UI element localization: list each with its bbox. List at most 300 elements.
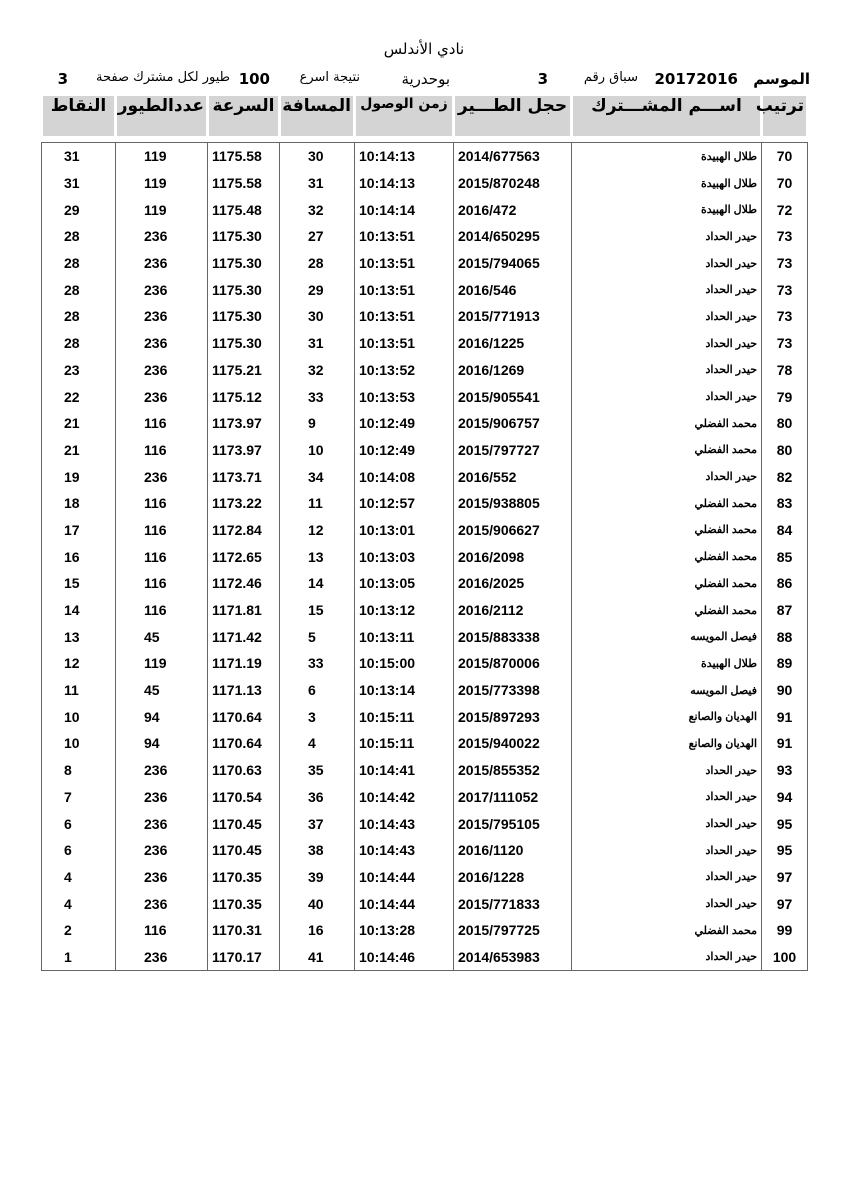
cell-speed: 1171.81 xyxy=(208,597,280,624)
cell-rank: 99 xyxy=(762,917,808,944)
cell-rank: 73 xyxy=(762,330,808,357)
cell-speed: 1170.35 xyxy=(208,890,280,917)
cell-ring-number: 2014/653983 xyxy=(454,944,572,971)
fastest-label: نتيجة اسرع xyxy=(299,70,360,85)
table-row xyxy=(42,597,808,624)
table-row xyxy=(42,303,808,330)
cell-bird-count: 45 xyxy=(116,677,208,704)
cell-ring-number: 2015/855352 xyxy=(454,757,572,784)
cell-speed: 1171.13 xyxy=(208,677,280,704)
cell-arrival-time: 10:13:11 xyxy=(355,623,454,650)
cell-points: 2 xyxy=(42,917,116,944)
cell-distance: 6 xyxy=(280,677,355,704)
cell-arrival-time: 10:12:49 xyxy=(355,437,454,464)
table-row xyxy=(42,703,808,730)
cell-arrival-time: 10:13:01 xyxy=(355,517,454,544)
cell-distance: 13 xyxy=(280,543,355,570)
cell-ring-number: 2016/1269 xyxy=(454,357,572,384)
cell-points: 17 xyxy=(42,517,116,544)
cell-ring-number: 2015/870248 xyxy=(454,170,572,197)
cell-participant-name: حيدر الحداد xyxy=(572,330,762,357)
cell-arrival-time: 10:13:14 xyxy=(355,677,454,704)
cell-bird-count: 236 xyxy=(116,383,208,410)
cell-speed: 1170.45 xyxy=(208,810,280,837)
table-row xyxy=(42,570,808,597)
cell-speed: 1175.30 xyxy=(208,276,280,303)
race-location: بوحدرية xyxy=(401,70,450,88)
cell-participant-name: فيصل المويسه xyxy=(572,677,762,704)
cell-bird-count: 116 xyxy=(116,917,208,944)
cell-bird-count: 236 xyxy=(116,784,208,811)
cell-distance: 33 xyxy=(280,650,355,677)
cell-bird-count: 119 xyxy=(116,650,208,677)
cell-participant-name: حيدر الحداد xyxy=(572,757,762,784)
cell-bird-count: 119 xyxy=(116,143,208,170)
cell-ring-number: 2016/2098 xyxy=(454,543,572,570)
cell-points: 31 xyxy=(42,170,116,197)
cell-ring-number: 2016/1228 xyxy=(454,864,572,891)
fastest-value: 100 xyxy=(238,70,270,88)
cell-rank: 80 xyxy=(762,410,808,437)
cell-participant-name: حيدر الحداد xyxy=(572,250,762,277)
cell-ring-number: 2015/906757 xyxy=(454,410,572,437)
cell-participant-name: حيدر الحداد xyxy=(572,890,762,917)
cell-speed: 1175.21 xyxy=(208,357,280,384)
cell-distance: 39 xyxy=(280,864,355,891)
cell-distance: 31 xyxy=(280,330,355,357)
cell-rank: 90 xyxy=(762,677,808,704)
cell-rank: 83 xyxy=(762,490,808,517)
cell-arrival-time: 10:13:51 xyxy=(355,276,454,303)
cell-distance: 16 xyxy=(280,917,355,944)
cell-bird-count: 116 xyxy=(116,410,208,437)
cell-arrival-time: 10:14:44 xyxy=(355,890,454,917)
cell-bird-count: 236 xyxy=(116,303,208,330)
cell-points: 28 xyxy=(42,330,116,357)
season-label: الموسم xyxy=(753,70,810,88)
cell-speed: 1171.42 xyxy=(208,623,280,650)
table-row xyxy=(42,944,808,971)
cell-points: 12 xyxy=(42,650,116,677)
cell-participant-name: محمد الفضلي xyxy=(572,437,762,464)
cell-bird-count: 116 xyxy=(116,490,208,517)
cell-arrival-time: 10:12:49 xyxy=(355,410,454,437)
per-participant-page-label: طيور لكل مشترك صفحة xyxy=(96,70,230,85)
cell-arrival-time: 10:14:44 xyxy=(355,864,454,891)
cell-distance: 38 xyxy=(280,837,355,864)
cell-ring-number: 2015/797727 xyxy=(454,437,572,464)
cell-distance: 12 xyxy=(280,517,355,544)
cell-points: 28 xyxy=(42,250,116,277)
cell-ring-number: 2017/111052 xyxy=(454,784,572,811)
race-label: سباق رقم xyxy=(583,70,638,85)
cell-speed: 1172.65 xyxy=(208,543,280,570)
cell-distance: 32 xyxy=(280,357,355,384)
cell-points: 16 xyxy=(42,543,116,570)
cell-arrival-time: 10:13:12 xyxy=(355,597,454,624)
table-row xyxy=(42,437,808,464)
cell-ring-number: 2016/552 xyxy=(454,463,572,490)
cell-distance: 36 xyxy=(280,784,355,811)
cell-bird-count: 236 xyxy=(116,810,208,837)
cell-speed: 1175.30 xyxy=(208,303,280,330)
col-header-distance: المسافة xyxy=(280,96,355,136)
col-header-points: النقاط xyxy=(42,96,116,136)
cell-speed: 1175.58 xyxy=(208,170,280,197)
cell-participant-name: الهديان والصانع xyxy=(572,703,762,730)
cell-participant-name: محمد الفضلي xyxy=(572,517,762,544)
cell-speed: 1175.48 xyxy=(208,196,280,223)
cell-points: 6 xyxy=(42,837,116,864)
cell-distance: 15 xyxy=(280,597,355,624)
cell-arrival-time: 10:14:42 xyxy=(355,784,454,811)
cell-speed: 1173.71 xyxy=(208,463,280,490)
table-row xyxy=(42,250,808,277)
cell-rank: 70 xyxy=(762,170,808,197)
cell-rank: 94 xyxy=(762,784,808,811)
cell-points: 8 xyxy=(42,757,116,784)
cell-speed: 1175.58 xyxy=(208,143,280,170)
cell-rank: 80 xyxy=(762,437,808,464)
cell-arrival-time: 10:15:11 xyxy=(355,703,454,730)
cell-bird-count: 236 xyxy=(116,757,208,784)
cell-participant-name: محمد الفضلي xyxy=(572,597,762,624)
table-row xyxy=(42,623,808,650)
cell-speed: 1173.97 xyxy=(208,410,280,437)
table-row xyxy=(42,810,808,837)
cell-speed: 1170.63 xyxy=(208,757,280,784)
cell-distance: 27 xyxy=(280,223,355,250)
cell-distance: 31 xyxy=(280,170,355,197)
cell-participant-name: فيصل المويسه xyxy=(572,623,762,650)
cell-ring-number: 2014/650295 xyxy=(454,223,572,250)
cell-ring-number: 2015/794065 xyxy=(454,250,572,277)
cell-speed: 1175.30 xyxy=(208,330,280,357)
cell-distance: 40 xyxy=(280,890,355,917)
cell-participant-name: حيدر الحداد xyxy=(572,784,762,811)
cell-distance: 30 xyxy=(280,303,355,330)
cell-bird-count: 116 xyxy=(116,570,208,597)
cell-bird-count: 236 xyxy=(116,463,208,490)
cell-participant-name: حيدر الحداد xyxy=(572,944,762,971)
cell-bird-count: 45 xyxy=(116,623,208,650)
cell-rank: 79 xyxy=(762,383,808,410)
cell-speed: 1172.46 xyxy=(208,570,280,597)
cell-arrival-time: 10:14:43 xyxy=(355,837,454,864)
cell-rank: 97 xyxy=(762,864,808,891)
table-row xyxy=(42,784,808,811)
col-header-bird-count: عددالطيور xyxy=(116,96,208,136)
cell-participant-name: حيدر الحداد xyxy=(572,810,762,837)
cell-rank: 89 xyxy=(762,650,808,677)
table-row xyxy=(42,223,808,250)
cell-ring-number: 2016/1225 xyxy=(454,330,572,357)
cell-arrival-time: 10:14:43 xyxy=(355,810,454,837)
table-row xyxy=(42,757,808,784)
cell-participant-name: محمد الفضلي xyxy=(572,410,762,437)
cell-bird-count: 236 xyxy=(116,357,208,384)
cell-distance: 33 xyxy=(280,383,355,410)
cell-speed: 1170.31 xyxy=(208,917,280,944)
cell-participant-name: طلال الهبيدة xyxy=(572,143,762,170)
results-table xyxy=(40,96,809,971)
table-row xyxy=(42,383,808,410)
cell-distance: 3 xyxy=(280,703,355,730)
cell-arrival-time: 10:14:13 xyxy=(355,143,454,170)
cell-participant-name: حيدر الحداد xyxy=(572,383,762,410)
cell-points: 21 xyxy=(42,437,116,464)
cell-rank: 95 xyxy=(762,837,808,864)
cell-participant-name: طلال الهبيدة xyxy=(572,650,762,677)
club-name: نادي الأندلس xyxy=(383,40,465,58)
cell-ring-number: 2015/897293 xyxy=(454,703,572,730)
cell-distance: 14 xyxy=(280,570,355,597)
cell-distance: 35 xyxy=(280,757,355,784)
cell-points: 4 xyxy=(42,864,116,891)
cell-bird-count: 236 xyxy=(116,837,208,864)
cell-ring-number: 2016/546 xyxy=(454,276,572,303)
cell-rank: 70 xyxy=(762,143,808,170)
cell-bird-count: 236 xyxy=(116,250,208,277)
cell-distance: 34 xyxy=(280,463,355,490)
cell-points: 11 xyxy=(42,677,116,704)
cell-participant-name: طلال الهبيدة xyxy=(572,170,762,197)
cell-points: 28 xyxy=(42,223,116,250)
cell-participant-name: حيدر الحداد xyxy=(572,276,762,303)
cell-ring-number: 2015/771913 xyxy=(454,303,572,330)
cell-bird-count: 116 xyxy=(116,597,208,624)
table-body xyxy=(42,143,808,971)
col-header-ring: حجل الطـــير xyxy=(454,96,572,136)
cell-participant-name: حيدر الحداد xyxy=(572,223,762,250)
cell-speed: 1170.54 xyxy=(208,784,280,811)
table-row xyxy=(42,917,808,944)
cell-points: 29 xyxy=(42,196,116,223)
table-row xyxy=(42,143,808,170)
cell-points: 18 xyxy=(42,490,116,517)
cell-speed: 1173.97 xyxy=(208,437,280,464)
cell-bird-count: 119 xyxy=(116,170,208,197)
cell-participant-name: حيدر الحداد xyxy=(572,463,762,490)
cell-arrival-time: 10:15:11 xyxy=(355,730,454,757)
cell-rank: 85 xyxy=(762,543,808,570)
cell-ring-number: 2015/795105 xyxy=(454,810,572,837)
cell-bird-count: 236 xyxy=(116,864,208,891)
cell-distance: 11 xyxy=(280,490,355,517)
table-row xyxy=(42,517,808,544)
cell-speed: 1170.35 xyxy=(208,864,280,891)
cell-points: 21 xyxy=(42,410,116,437)
cell-points: 1 xyxy=(42,944,116,971)
cell-arrival-time: 10:14:08 xyxy=(355,463,454,490)
cell-speed: 1170.17 xyxy=(208,944,280,971)
cell-speed: 1170.64 xyxy=(208,703,280,730)
cell-arrival-time: 10:14:41 xyxy=(355,757,454,784)
cell-points: 31 xyxy=(42,143,116,170)
cell-ring-number: 2016/2025 xyxy=(454,570,572,597)
cell-rank: 73 xyxy=(762,223,808,250)
cell-rank: 88 xyxy=(762,623,808,650)
cell-participant-name: محمد الفضلي xyxy=(572,917,762,944)
cell-arrival-time: 10:14:46 xyxy=(355,944,454,971)
table-row xyxy=(42,837,808,864)
cell-arrival-time: 10:13:52 xyxy=(355,357,454,384)
cell-rank: 97 xyxy=(762,890,808,917)
cell-bird-count: 236 xyxy=(116,890,208,917)
cell-bird-count: 236 xyxy=(116,944,208,971)
cell-rank: 78 xyxy=(762,357,808,384)
cell-rank: 86 xyxy=(762,570,808,597)
cell-ring-number: 2015/906627 xyxy=(454,517,572,544)
cell-bird-count: 236 xyxy=(116,223,208,250)
cell-rank: 91 xyxy=(762,730,808,757)
cell-participant-name: الهديان والصانع xyxy=(572,730,762,757)
cell-rank: 93 xyxy=(762,757,808,784)
cell-bird-count: 116 xyxy=(116,437,208,464)
table-row xyxy=(42,196,808,223)
cell-distance: 37 xyxy=(280,810,355,837)
race-info-line xyxy=(45,70,810,92)
cell-points: 7 xyxy=(42,784,116,811)
cell-ring-number: 2014/677563 xyxy=(454,143,572,170)
cell-ring-number: 2015/773398 xyxy=(454,677,572,704)
col-header-speed: السرعة xyxy=(208,96,280,136)
cell-rank: 84 xyxy=(762,517,808,544)
table-row xyxy=(42,543,808,570)
cell-arrival-time: 10:13:03 xyxy=(355,543,454,570)
cell-ring-number: 2015/883338 xyxy=(454,623,572,650)
cell-arrival-time: 10:14:14 xyxy=(355,196,454,223)
cell-participant-name: محمد الفضلي xyxy=(572,490,762,517)
cell-distance: 9 xyxy=(280,410,355,437)
cell-ring-number: 2016/1120 xyxy=(454,837,572,864)
cell-participant-name: حيدر الحداد xyxy=(572,357,762,384)
table-row xyxy=(42,490,808,517)
table-row xyxy=(42,170,808,197)
cell-participant-name: حيدر الحداد xyxy=(572,864,762,891)
cell-speed: 1172.84 xyxy=(208,517,280,544)
table-row xyxy=(42,357,808,384)
cell-rank: 73 xyxy=(762,250,808,277)
cell-points: 22 xyxy=(42,383,116,410)
cell-speed: 1170.64 xyxy=(208,730,280,757)
cell-ring-number: 2015/940022 xyxy=(454,730,572,757)
cell-ring-number: 2015/905541 xyxy=(454,383,572,410)
cell-arrival-time: 10:15:00 xyxy=(355,650,454,677)
cell-points: 4 xyxy=(42,890,116,917)
cell-bird-count: 236 xyxy=(116,330,208,357)
table-row xyxy=(42,330,808,357)
cell-rank: 82 xyxy=(762,463,808,490)
cell-points: 10 xyxy=(42,703,116,730)
cell-speed: 1170.45 xyxy=(208,837,280,864)
race-value: 3 xyxy=(537,70,548,88)
cell-rank: 95 xyxy=(762,810,808,837)
table-row xyxy=(42,650,808,677)
cell-rank: 100 xyxy=(762,944,808,971)
cell-distance: 32 xyxy=(280,196,355,223)
cell-points: 10 xyxy=(42,730,116,757)
cell-arrival-time: 10:13:51 xyxy=(355,303,454,330)
cell-distance: 29 xyxy=(280,276,355,303)
cell-points: 28 xyxy=(42,276,116,303)
cell-rank: 87 xyxy=(762,597,808,624)
col-header-name: اســـم المشـــترك xyxy=(572,96,762,136)
col-header-rank: ترتيب xyxy=(762,96,808,136)
cell-points: 23 xyxy=(42,357,116,384)
cell-arrival-time: 10:12:57 xyxy=(355,490,454,517)
cell-ring-number: 2015/771833 xyxy=(454,890,572,917)
cell-bird-count: 94 xyxy=(116,730,208,757)
cell-participant-name: طلال الهبيدة xyxy=(572,196,762,223)
cell-bird-count: 94 xyxy=(116,703,208,730)
cell-bird-count: 116 xyxy=(116,517,208,544)
table-row xyxy=(42,890,808,917)
table-row xyxy=(42,677,808,704)
cell-ring-number: 2016/2112 xyxy=(454,597,572,624)
season-value: 20172016 xyxy=(654,70,738,88)
cell-points: 13 xyxy=(42,623,116,650)
cell-distance: 5 xyxy=(280,623,355,650)
cell-points: 15 xyxy=(42,570,116,597)
cell-arrival-time: 10:13:28 xyxy=(355,917,454,944)
cell-speed: 1175.30 xyxy=(208,250,280,277)
cell-ring-number: 2015/797725 xyxy=(454,917,572,944)
cell-points: 28 xyxy=(42,303,116,330)
cell-distance: 10 xyxy=(280,437,355,464)
cell-bird-count: 119 xyxy=(116,196,208,223)
page-number: 3 xyxy=(57,70,68,88)
cell-rank: 91 xyxy=(762,703,808,730)
cell-distance: 41 xyxy=(280,944,355,971)
cell-participant-name: محمد الفضلي xyxy=(572,570,762,597)
table-row xyxy=(42,730,808,757)
cell-participant-name: حيدر الحداد xyxy=(572,303,762,330)
cell-participant-name: حيدر الحداد xyxy=(572,837,762,864)
cell-ring-number: 2015/938805 xyxy=(454,490,572,517)
cell-speed: 1173.22 xyxy=(208,490,280,517)
cell-speed: 1171.19 xyxy=(208,650,280,677)
cell-speed: 1175.30 xyxy=(208,223,280,250)
cell-arrival-time: 10:13:05 xyxy=(355,570,454,597)
cell-speed: 1175.12 xyxy=(208,383,280,410)
cell-participant-name: محمد الفضلي xyxy=(572,543,762,570)
col-header-arrival-time: زمن الوصول xyxy=(355,96,454,136)
cell-ring-number: 2016/472 xyxy=(454,196,572,223)
cell-rank: 73 xyxy=(762,276,808,303)
cell-points: 19 xyxy=(42,463,116,490)
cell-points: 6 xyxy=(42,810,116,837)
cell-ring-number: 2015/870006 xyxy=(454,650,572,677)
cell-bird-count: 116 xyxy=(116,543,208,570)
cell-bird-count: 236 xyxy=(116,276,208,303)
cell-arrival-time: 10:13:51 xyxy=(355,223,454,250)
cell-arrival-time: 10:13:51 xyxy=(355,250,454,277)
cell-arrival-time: 10:13:51 xyxy=(355,330,454,357)
cell-rank: 72 xyxy=(762,196,808,223)
cell-distance: 28 xyxy=(280,250,355,277)
table-row xyxy=(42,410,808,437)
table-header xyxy=(42,96,808,143)
cell-points: 14 xyxy=(42,597,116,624)
cell-arrival-time: 10:14:13 xyxy=(355,170,454,197)
table-row xyxy=(42,276,808,303)
cell-rank: 73 xyxy=(762,303,808,330)
table-row xyxy=(42,864,808,891)
table-row xyxy=(42,463,808,490)
cell-distance: 30 xyxy=(280,143,355,170)
cell-distance: 4 xyxy=(280,730,355,757)
